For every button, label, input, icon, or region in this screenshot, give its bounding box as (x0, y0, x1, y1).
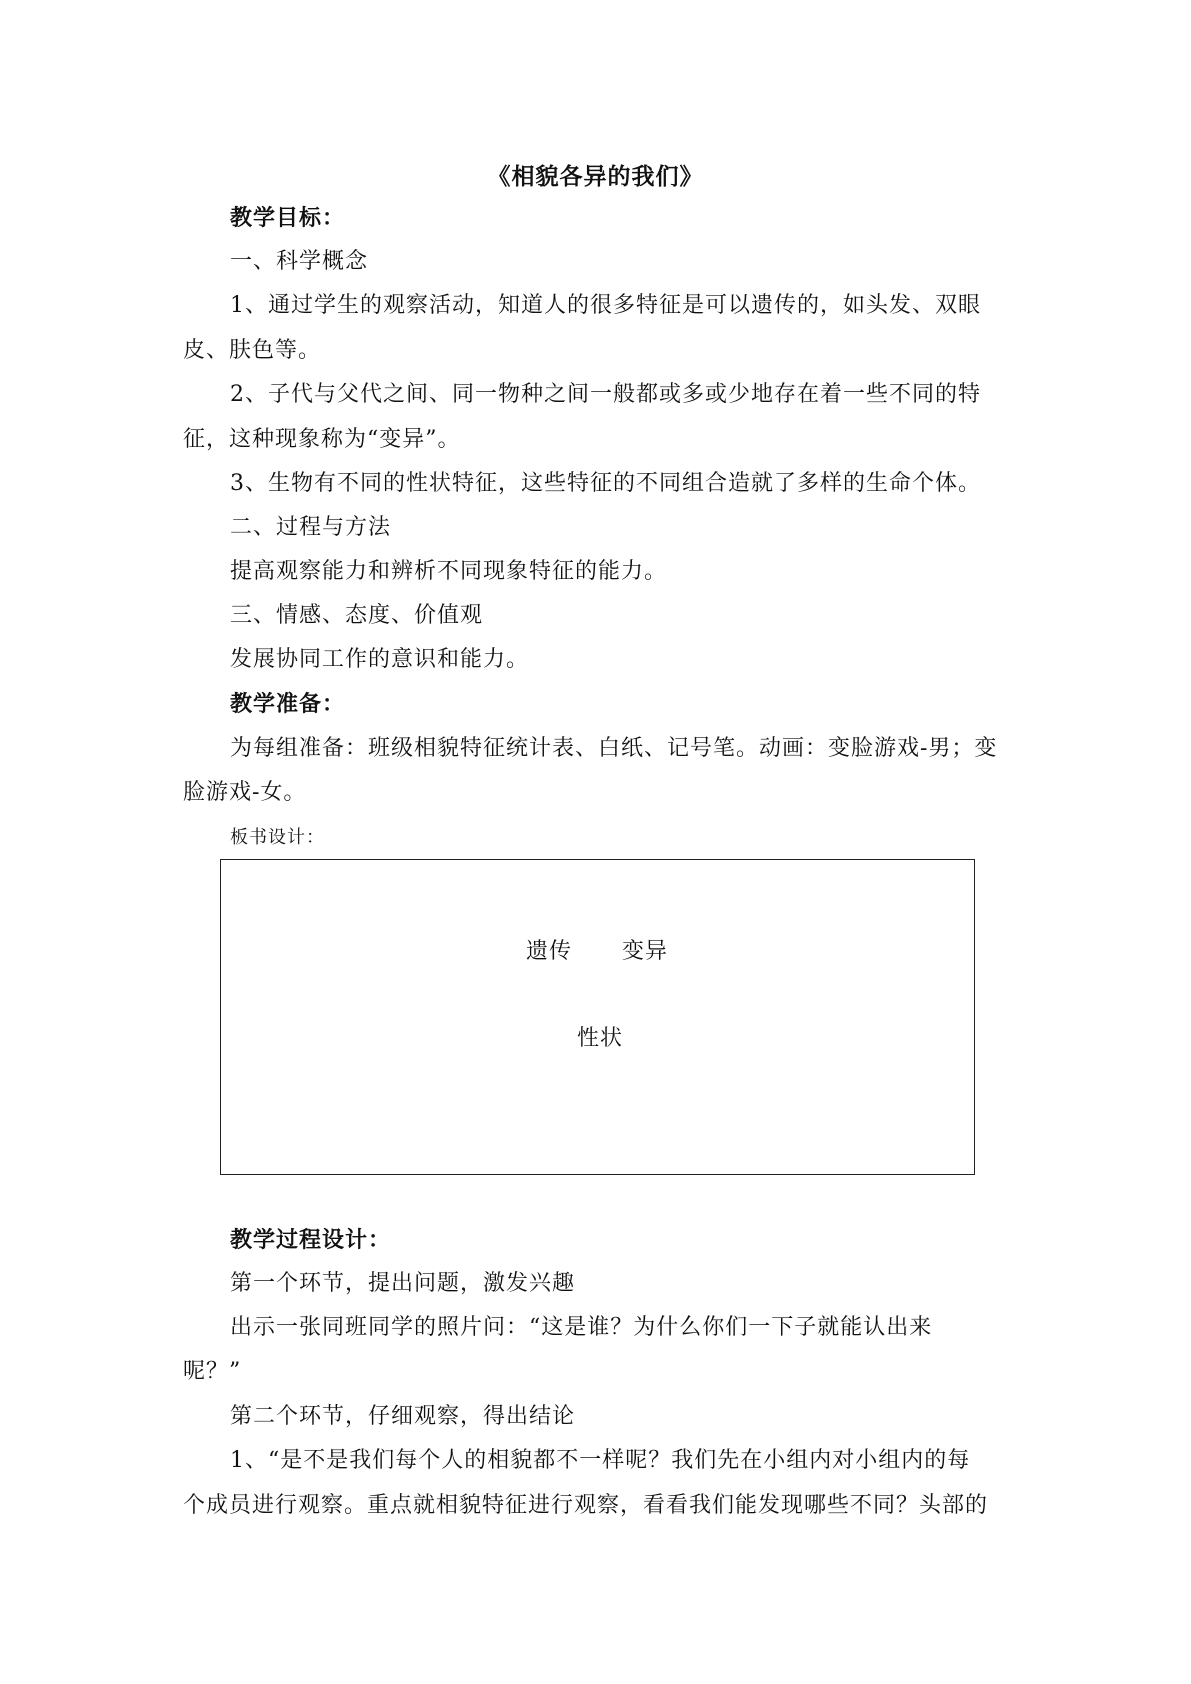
step1-line1: 出示一张同班同学的照片问：“这是谁？为什么你们一下子就能认出来 (230, 1315, 933, 1340)
goals-heading: 教学目标： (230, 205, 346, 231)
blackboard-design-box (220, 859, 975, 1175)
item3-text: 3、生物有不同的性状特征，这些特征的不同组合造就了多样的生命个体。 (230, 471, 981, 496)
process-heading: 教学过程设计： (230, 1227, 392, 1253)
section3-heading: 三、情感、态度、价值观 (230, 603, 484, 628)
step1-heading: 第一个环节，提出问题，激发兴趣 (230, 1271, 576, 1296)
section1-heading: 一、科学概念 (230, 249, 369, 274)
item2-line1: 2、子代与父代之间、同一物种之间一般都或多或少地存在着一些不同的特 (230, 382, 981, 407)
section2-heading: 二、过程与方法 (230, 515, 392, 540)
prep-heading: 教学准备： (230, 691, 346, 717)
section2-text: 提高观察能力和辨析不同现象特征的能力。 (230, 559, 668, 584)
board-label: 板书设计： (230, 827, 325, 848)
step1-line2: 呢？” (183, 1359, 242, 1384)
board-word-trait: 性状 (577, 1026, 624, 1051)
item2-line2: 征，这种现象称为“变异”。 (183, 427, 461, 452)
prep-line1: 为每组准备：班级相貌特征统计表、白纸、记号笔。动画：变脸游戏-男；变 (230, 736, 998, 761)
step2-item1-line1: 1、“是不是我们每个人的相貌都不一样呢？我们先在小组内对小组内的每 (230, 1448, 971, 1473)
board-word-variation: 变异 (622, 939, 669, 964)
section3-text: 发展协同工作的意识和能力。 (230, 647, 530, 672)
prep-line2: 脸游戏-女。 (183, 780, 307, 805)
item1-line2: 皮、肤色等。 (183, 338, 322, 363)
document-title: 《相貌各异的我们》 (487, 163, 704, 190)
item1-line1: 1、通过学生的观察活动，知道人的很多特征是可以遗传的，如头发、双眼 (230, 293, 981, 318)
step2-item1-line2: 个成员进行观察。重点就相貌特征进行观察，看看我们能发现哪些不同？头部的 (183, 1493, 989, 1518)
board-word-heredity: 遗传 (526, 939, 573, 964)
step2-heading: 第二个环节，仔细观察，得出结论 (230, 1404, 576, 1429)
